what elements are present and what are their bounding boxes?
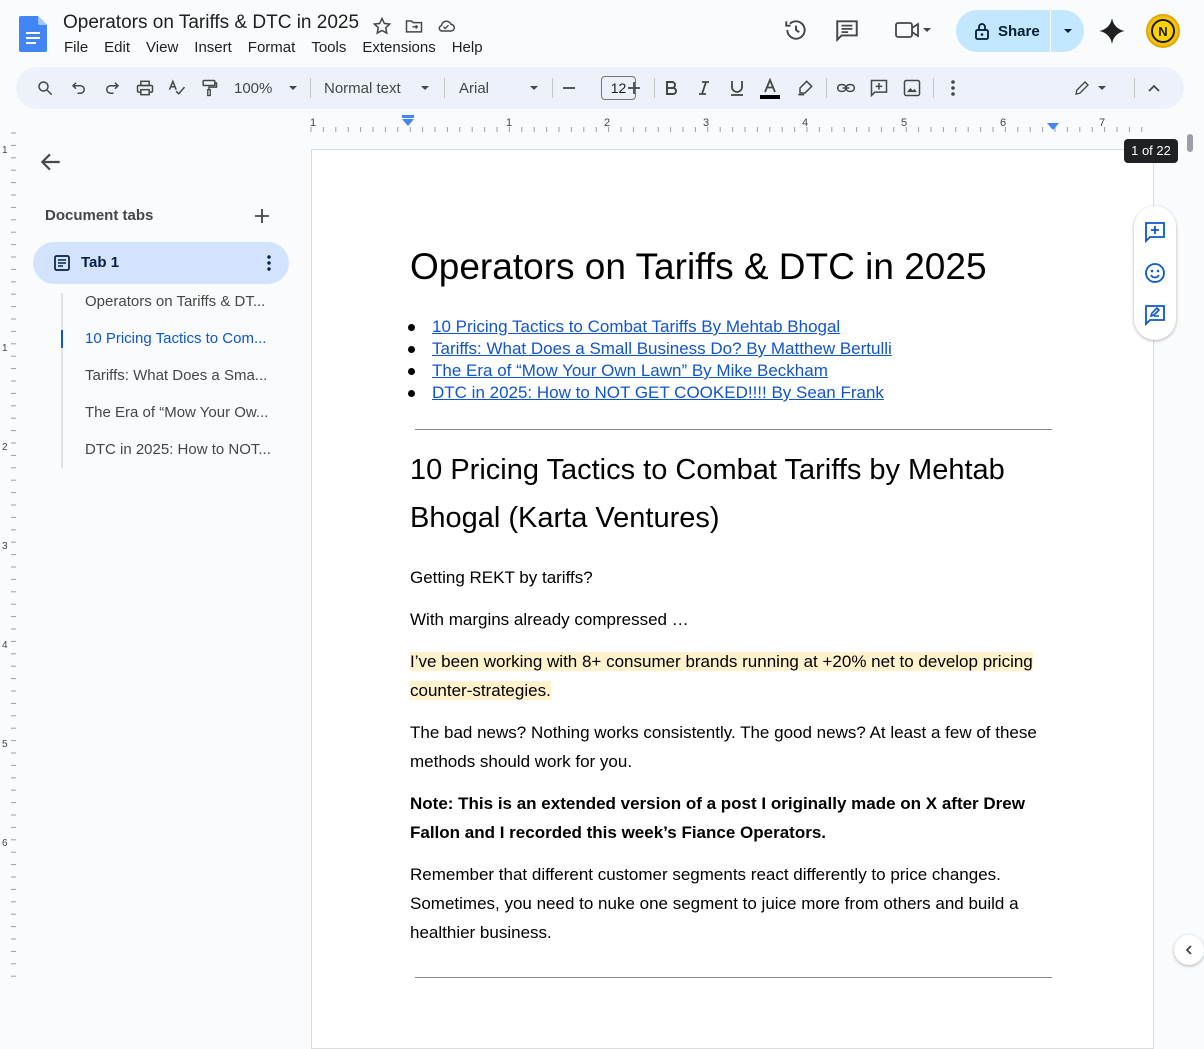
add-comment-icon[interactable] xyxy=(1143,220,1167,244)
undo-icon[interactable] xyxy=(67,76,91,100)
ruler-number: 1 xyxy=(310,117,317,129)
tab-label: Tab 1 xyxy=(81,254,120,271)
bold-icon[interactable] xyxy=(659,76,683,100)
ruler-number: 6 xyxy=(2,838,8,849)
back-arrow-icon[interactable] xyxy=(38,149,64,175)
insert-link-icon[interactable] xyxy=(834,76,858,100)
outline-item-mow-lawn[interactable]: The Era of “Mow Your Ow... xyxy=(85,404,269,421)
text-color-icon[interactable] xyxy=(758,76,782,100)
ruler-number: 7 xyxy=(1099,117,1106,129)
document-tabs-heading: Document tabs xyxy=(45,207,154,224)
chevron-down-icon xyxy=(529,83,539,93)
note-paragraph[interactable]: Note: This is an extended version of a post I originally made on X after Drew Fallon and I recorded this week’s Fiance Operators. xyxy=(410,794,1025,842)
menu-tools[interactable]: Tools xyxy=(311,39,347,56)
ruler-number: 2 xyxy=(604,117,611,129)
ruler-number: 4 xyxy=(802,117,809,129)
paragraph[interactable]: Remember that different customer segments react differently to price changes. Sometimes, you need to nuke one segment to juice more from others and build a healthier business. xyxy=(410,865,1019,942)
outline-item-title[interactable]: Operators on Tariffs & DT... xyxy=(85,293,266,310)
avatar-initial: N xyxy=(1151,19,1175,43)
print-icon[interactable] xyxy=(133,76,157,100)
toc-link[interactable]: DTC in 2025: How to NOT GET COOKED!!!! By Sean Frank xyxy=(432,382,892,404)
meet-button[interactable] xyxy=(884,10,942,50)
hide-menus-icon[interactable] xyxy=(1142,76,1166,100)
paragraph[interactable]: With margins already compressed … xyxy=(410,610,689,629)
document-icon xyxy=(53,254,71,272)
add-tab-icon[interactable] xyxy=(252,206,272,226)
highlighted-text: I’ve been working with 8+ consumer brands running at +20% net to develop pricing counter-strategies. xyxy=(410,652,1033,700)
insert-image-icon[interactable] xyxy=(900,76,924,100)
ruler-number: 1 xyxy=(2,343,8,354)
italic-icon[interactable] xyxy=(692,76,716,100)
suggest-edits-icon[interactable] xyxy=(1143,303,1167,327)
highlighted-paragraph[interactable] xyxy=(410,647,1040,705)
more-options-icon[interactable] xyxy=(941,76,965,100)
menu-insert[interactable]: Insert xyxy=(194,39,232,56)
add-comment-icon[interactable] xyxy=(867,76,891,100)
menu-view[interactable]: View xyxy=(146,39,179,56)
scrollbar-thumb[interactable] xyxy=(1187,134,1193,152)
menu-help[interactable]: Help xyxy=(451,39,483,56)
menu-extensions[interactable]: Extensions xyxy=(362,39,436,56)
ruler-number: 5 xyxy=(901,117,908,129)
document-page[interactable] xyxy=(311,149,1154,1049)
ruler-number: 1 xyxy=(506,117,513,129)
ruler-number: 3 xyxy=(2,541,8,552)
toc-link[interactable]: Tariffs: What Does a Small Business Do? By Matthew Bertulli xyxy=(432,339,892,358)
document-title-heading[interactable]: Operators on Tariffs & DTC in 2025 xyxy=(410,246,987,287)
chevron-down-icon xyxy=(1063,26,1073,36)
page-counter: 1 of 22 xyxy=(1124,139,1178,163)
document-title[interactable]: Operators on Tariffs & DTC in 2025 xyxy=(63,12,360,33)
gemini-icon[interactable] xyxy=(1098,17,1126,45)
first-line-indent-marker[interactable] xyxy=(402,115,414,118)
horizontal-rule xyxy=(415,977,1052,978)
outline-item-tariffs[interactable]: Tariffs: What Does a Sma... xyxy=(85,367,268,384)
redo-icon[interactable] xyxy=(100,76,124,100)
horizontal-rule xyxy=(415,429,1052,430)
spellcheck-icon[interactable] xyxy=(165,76,189,100)
font-size-input[interactable]: 12 xyxy=(601,76,636,100)
zoom-select[interactable] xyxy=(234,76,298,100)
ruler-number: 3 xyxy=(703,117,710,129)
vertical-ruler[interactable] xyxy=(0,133,16,979)
version-history-icon[interactable] xyxy=(776,10,816,50)
font-select[interactable] xyxy=(459,76,539,100)
chevron-down-icon xyxy=(1097,83,1107,93)
account-avatar[interactable] xyxy=(1146,14,1180,48)
lock-icon xyxy=(974,22,990,40)
toc-link[interactable]: 10 Pricing Tactics to Combat Tariffs By Mehtab Bhogal xyxy=(432,316,892,338)
collapse-side-panel-button[interactable] xyxy=(1174,935,1204,965)
chevron-left-icon xyxy=(1183,944,1195,956)
share-button[interactable] xyxy=(956,10,1084,52)
outline-guide-line xyxy=(61,293,63,468)
menu-edit[interactable]: Edit xyxy=(104,39,131,56)
table-of-contents xyxy=(432,316,892,404)
toc-link[interactable]: The Era of “Mow Your Own Lawn” By Mike Beckham xyxy=(432,360,892,382)
ruler-number: 5 xyxy=(2,739,8,750)
paragraph-style-select[interactable] xyxy=(324,76,430,100)
floating-action-panel xyxy=(1134,206,1176,340)
ruler-number: 2 xyxy=(2,442,8,453)
outline-active-indicator xyxy=(61,330,63,348)
search-icon[interactable] xyxy=(33,76,57,100)
pencil-icon xyxy=(1073,79,1091,97)
font-value: Arial xyxy=(459,79,490,97)
chevron-down-icon xyxy=(420,83,430,93)
zoom-value: 100% xyxy=(234,79,273,97)
add-emoji-reaction-icon[interactable] xyxy=(1143,261,1167,285)
comments-icon[interactable] xyxy=(827,10,867,50)
chevron-down-icon xyxy=(922,25,932,35)
title-bar xyxy=(0,0,1200,62)
outline-item-dtc-2025[interactable]: DTC in 2025: How to NOT... xyxy=(85,441,271,458)
tab-1[interactable] xyxy=(33,242,289,284)
underline-icon[interactable] xyxy=(725,76,749,100)
style-value: Normal text xyxy=(324,79,401,97)
share-dropdown[interactable] xyxy=(1051,10,1084,52)
share-label: Share xyxy=(998,22,1040,40)
ruler-number: 6 xyxy=(1000,117,1007,129)
decrease-font-size-icon[interactable] xyxy=(557,76,581,100)
paint-format-icon[interactable] xyxy=(197,76,221,100)
document-outline-sidebar xyxy=(16,133,306,979)
menu-format[interactable]: Format xyxy=(247,39,296,56)
formatting-toolbar xyxy=(16,67,1184,109)
ruler-number: 1 xyxy=(2,145,8,156)
document-canvas[interactable] xyxy=(311,133,1154,979)
chevron-down-icon xyxy=(288,83,298,93)
paragraph[interactable]: Getting REKT by tariffs? xyxy=(410,568,593,587)
editing-mode-button[interactable] xyxy=(1068,76,1112,100)
horizontal-ruler[interactable] xyxy=(311,113,1154,133)
ruler-number: 4 xyxy=(2,640,8,651)
paragraph[interactable]: The bad news? Nothing works consistently. The good news? At least a few of these methods should work for you. xyxy=(410,723,1037,771)
section-heading[interactable]: 10 Pricing Tactics to Combat Tariffs by Mehtab Bhogal (Karta Ventures) xyxy=(410,454,1005,534)
outline-item-pricing-tactics[interactable]: 10 Pricing Tactics to Com... xyxy=(85,330,267,347)
increase-font-size-icon[interactable] xyxy=(622,76,646,100)
tab-more-icon[interactable] xyxy=(259,253,279,273)
menu-file[interactable]: File xyxy=(64,39,89,56)
highlight-color-icon[interactable] xyxy=(793,76,817,100)
